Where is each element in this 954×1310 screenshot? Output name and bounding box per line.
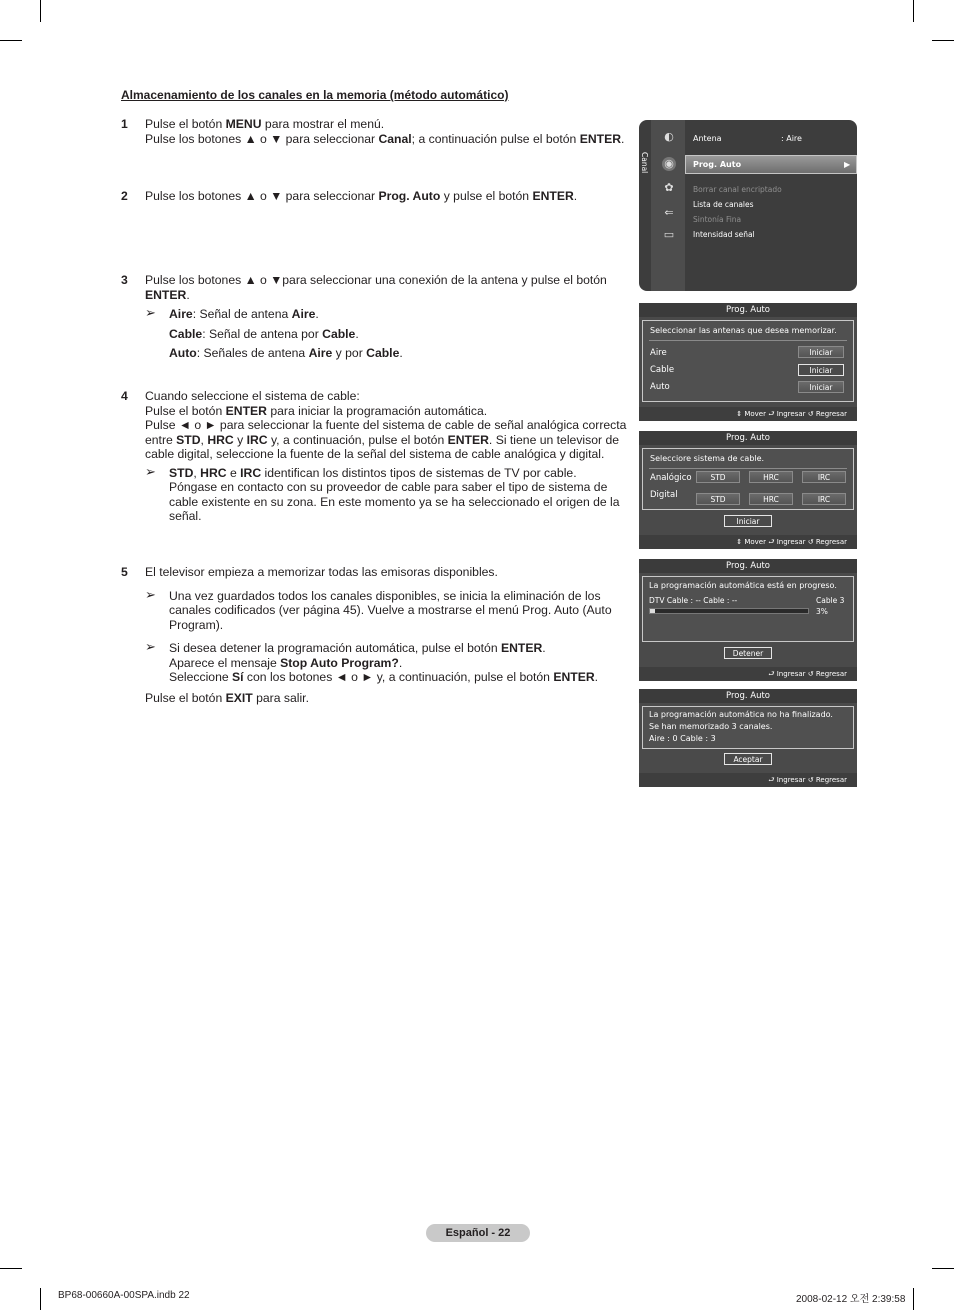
- result-line-1: La programación automática no ha finalizado.: [649, 710, 833, 719]
- text: . Si tiene un televisor de cable digital, seleccione la fuente de la señal del sistema de cable analógica y digital.: [145, 432, 619, 461]
- step-1: [121, 117, 627, 146]
- term: Stop Auto Program?: [280, 655, 399, 670]
- menu-lista[interactable]: Lista de canales: [693, 200, 754, 209]
- term: Aire: [169, 307, 193, 321]
- text: ,: [193, 465, 201, 480]
- application-icon[interactable]: ▭: [663, 228, 675, 241]
- dialog-title: Prog. Auto: [639, 689, 857, 703]
- text: .: [399, 346, 403, 360]
- text: : Señal de antena por: [202, 326, 323, 341]
- step-3: [121, 273, 627, 366]
- text: con los botones ◄ o ► y, a continuación, pulse el botón: [243, 670, 554, 684]
- key-enter: ENTER: [579, 131, 622, 146]
- term: Cable: [366, 346, 400, 360]
- note: [145, 586, 627, 633]
- term-canal: Canal: [378, 131, 412, 146]
- text: .: [542, 641, 546, 655]
- text: Cuando seleccione el sistema de cable:: [145, 389, 360, 403]
- channel-menu-screen: [639, 120, 857, 291]
- key-enter: ENTER: [553, 670, 595, 684]
- term: IRC: [246, 432, 268, 447]
- key-menu: MENU: [225, 117, 262, 131]
- page-number-badge: Español - 22: [426, 1224, 530, 1242]
- progress-message: La programación automática está en progreso.: [649, 581, 837, 590]
- iniciar-aire-button[interactable]: Iniciar: [798, 346, 844, 358]
- text: .: [573, 189, 578, 203]
- section-heading: Almacenamiento de los canales en la memoria (método automático): [121, 88, 509, 102]
- channel-icon[interactable]: ◉: [662, 157, 676, 171]
- text: y por: [332, 346, 367, 360]
- iniciar-auto-button[interactable]: Iniciar: [798, 381, 844, 393]
- prog-auto-cable-dialog: [639, 431, 857, 549]
- dialog-body: [642, 706, 854, 749]
- menu-borrar: Borrar canal encriptado: [693, 185, 782, 194]
- text: ,: [200, 432, 208, 447]
- analog-hrc-button[interactable]: HRC: [749, 471, 793, 483]
- term: Sí: [232, 670, 244, 684]
- dialog-body: [642, 320, 854, 402]
- key-enter: ENTER: [500, 641, 543, 655]
- text: Pulse los botones ▲ o ▼ para seleccionar: [145, 189, 379, 203]
- text: Pulse ◄ o ► para seleccionar la fuente del sistema de cable de señal analógica correcta entre: [145, 418, 627, 447]
- step-number: 1: [121, 117, 128, 131]
- menu-antena-value: : Aire: [781, 134, 802, 143]
- text: .: [621, 131, 625, 146]
- key-enter: ENTER: [145, 287, 187, 302]
- text: : Señales de antena: [196, 346, 309, 360]
- dialog-body: [642, 576, 854, 642]
- row-cable-label: Cable: [650, 365, 675, 375]
- dialog-prompt: Selecciore sistema de cable.: [650, 454, 765, 463]
- detener-button[interactable]: Detener: [724, 647, 772, 659]
- digital-irc-button[interactable]: IRC: [802, 493, 846, 505]
- term: Aire: [308, 346, 333, 360]
- dialog-footer: ⮐ Ingresar ↺ Regresar: [639, 667, 857, 681]
- note-arrow-icon: ➢: [145, 586, 156, 602]
- text: Pulse el botón: [145, 117, 226, 131]
- step-number: 3: [121, 273, 128, 287]
- term: STD: [176, 432, 201, 447]
- menu-prog-auto[interactable]: Prog. Auto: [693, 160, 742, 169]
- text: Pulse los botones ▲ o ▼ para seleccionar: [145, 131, 379, 146]
- text: .: [355, 326, 359, 341]
- result-line-2: Se han memorizado 3 canales.: [649, 722, 773, 731]
- term: Cable: [169, 326, 203, 341]
- text: ; a continuación pulse el botón: [411, 131, 580, 146]
- picture-icon[interactable]: ◐: [664, 130, 674, 143]
- key-exit: EXIT: [225, 690, 253, 705]
- note: [145, 641, 627, 685]
- text: para salir.: [252, 690, 309, 705]
- footer-file-info: BP68-00660A-00SPA.indb 22: [58, 1290, 190, 1301]
- menu-antena[interactable]: Antena: [693, 134, 722, 143]
- key-enter: ENTER: [447, 432, 489, 447]
- play-icon: ▶: [844, 160, 851, 169]
- text: Una vez guardados todos los canales disponibles, se inicia la eliminación de los canales codificados (ver página 45). Vuelve a mostrarse el menú Prog. Auto (Auto Program).: [169, 588, 612, 632]
- note-arrow-icon: ➢: [145, 463, 156, 479]
- text: y: [233, 432, 247, 447]
- footer-timestamp: 2008-02-12 오전 2:39:58: [796, 1294, 906, 1305]
- step-number: 5: [121, 565, 128, 579]
- term: Cable: [322, 326, 356, 341]
- note: [145, 307, 627, 361]
- text: y pulse el botón: [440, 189, 533, 203]
- iniciar-button[interactable]: Iniciar: [724, 515, 772, 527]
- progress-fill: [650, 609, 655, 613]
- text: para iniciar la programación automática.: [266, 403, 488, 418]
- dialog-title: Prog. Auto: [639, 431, 857, 445]
- note-arrow-icon: ➢: [145, 639, 156, 654]
- step-number: 4: [121, 389, 128, 403]
- term: HRC: [200, 465, 227, 480]
- analog-irc-button[interactable]: IRC: [802, 471, 846, 483]
- term: HRC: [207, 432, 234, 447]
- step-number: 2: [121, 189, 128, 203]
- text: e: [226, 465, 241, 480]
- digital-hrc-button[interactable]: HRC: [749, 493, 793, 505]
- step-4: [121, 389, 627, 524]
- text: Aparece el mensaje: [169, 655, 281, 670]
- dtv-cable-status: DTV Cable : -- Cable : --: [649, 596, 738, 605]
- side-label: Canal: [640, 152, 649, 174]
- digital-label: Digital: [650, 490, 678, 500]
- prog-auto-result-dialog: [639, 689, 857, 787]
- digital-std-button[interactable]: STD: [696, 493, 740, 505]
- aceptar-button[interactable]: Aceptar: [724, 753, 772, 765]
- progress-percent: 3%: [816, 607, 828, 616]
- dialog-footer: ⮐ Ingresar ↺ Regresar: [639, 773, 857, 787]
- input-icon[interactable]: ⇐: [664, 206, 674, 219]
- analog-std-button[interactable]: STD: [696, 471, 740, 483]
- iniciar-cable-button[interactable]: Iniciar: [798, 364, 844, 376]
- text: Pulse el botón: [145, 690, 226, 705]
- note: [145, 463, 627, 524]
- progress-bar: [649, 608, 809, 614]
- text: Si desea detener la programación automática, pulse el botón: [169, 641, 501, 655]
- key-enter: ENTER: [225, 403, 267, 418]
- note-arrow-icon: ➢: [145, 305, 156, 320]
- prog-auto-progress-dialog: [639, 559, 857, 681]
- menu-intensidad[interactable]: Intensidad señal: [693, 230, 755, 239]
- result-line-3: Aire : 0 Cable : 3: [649, 734, 716, 743]
- dialog-title: Prog. Auto: [639, 559, 857, 573]
- dialog-footer: ⇕ Mover ⮐ Ingresar ↺ Regresar: [639, 535, 857, 549]
- text: .: [186, 287, 190, 302]
- text: Pulse el botón: [145, 403, 226, 418]
- term-prog-auto: Prog. Auto: [378, 189, 441, 203]
- divider: [649, 468, 847, 469]
- text: Seleccione: [169, 670, 233, 684]
- cable-channel: Cable 3: [816, 596, 845, 605]
- text: .: [315, 307, 319, 321]
- text: Pulse los botones ▲ o ▼para seleccionar una conexión de la antena y pulse el botón: [145, 273, 607, 287]
- dialog-title: Prog. Auto: [639, 303, 857, 317]
- text: .: [594, 670, 599, 684]
- term: IRC: [240, 465, 262, 480]
- text: y, a continuación, pulse el botón: [267, 432, 448, 447]
- text: .: [398, 655, 403, 670]
- text: para mostrar el menú.: [261, 117, 385, 131]
- menu-sintonia: Sintonía Fina: [693, 215, 742, 224]
- dialog-body: [642, 448, 854, 510]
- dialog-footer: ⇕ Mover ⮐ Ingresar ↺ Regresar: [639, 407, 857, 421]
- text: identifican los distintos tipos de sistemas de TV por cable. Póngase en contacto con su proveedor de cable para saber el tipo de sistema de cable existente en su zona. En este momento ya se ha seleccionado el origen de la señal.: [169, 465, 620, 523]
- analog-label: Analógico: [650, 473, 692, 483]
- term: Aire: [291, 307, 316, 321]
- divider: [649, 340, 847, 341]
- dialog-prompt: Seleccionar las antenas que desea memorizar.: [650, 326, 837, 335]
- text: : Señal de antena: [192, 307, 292, 321]
- prog-auto-antenna-dialog: [639, 303, 857, 421]
- row-auto-label: Auto: [650, 382, 670, 392]
- step-5: [121, 565, 627, 705]
- key-enter: ENTER: [532, 189, 574, 203]
- row-aire-label: Aire: [650, 348, 667, 358]
- term: Auto: [169, 346, 197, 360]
- step-2: [121, 189, 627, 204]
- term: STD: [169, 465, 194, 480]
- text: El televisor empieza a memorizar todas las emisoras disponibles.: [145, 565, 498, 579]
- setup-gear-icon[interactable]: ✿: [664, 181, 674, 194]
